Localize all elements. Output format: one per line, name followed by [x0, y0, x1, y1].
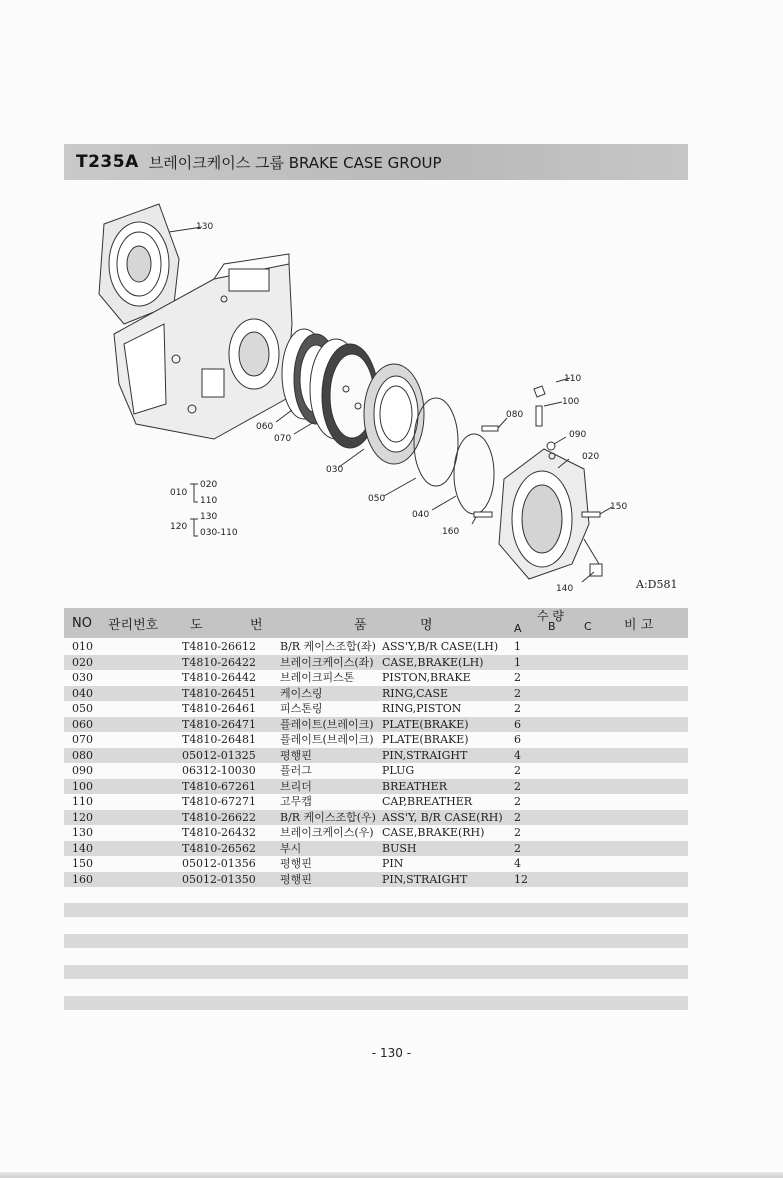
empty-table-row — [64, 965, 688, 979]
header-part-no-2: 번 — [250, 618, 263, 633]
row-name-kr: B/R 케이스조합(우) — [280, 810, 376, 824]
row-qty-a: 2 — [514, 810, 521, 824]
row-qty-a: 2 — [514, 671, 521, 684]
row-name-en: ASS'Y,B/R CASE(LH) — [382, 640, 499, 653]
row-name-kr: 브레이크케이스(좌) — [280, 655, 374, 669]
callout-110: 110 — [564, 374, 582, 384]
empty-table-row — [64, 934, 688, 948]
row-qty-a: 2 — [514, 764, 521, 777]
header-name-2: 명 — [420, 618, 433, 633]
callout-080: 080 — [506, 410, 524, 420]
row-name-kr: 고무캡 — [280, 795, 312, 808]
row-name-en: CASE,BRAKE(LH) — [382, 655, 484, 669]
callout-100: 100 — [562, 397, 580, 407]
row-no: 100 — [72, 779, 93, 793]
row-qty-a: 4 — [514, 748, 521, 762]
figure-id: A:D581 — [636, 578, 678, 591]
row-name-en: ASS'Y, B/R CASE(RH) — [382, 810, 503, 824]
callout-160: 160 — [442, 527, 460, 537]
row-name-en: BUSH — [382, 841, 417, 855]
row-name-kr: 평행핀 — [280, 748, 312, 762]
row-qty-a: 2 — [514, 779, 521, 793]
row-qty-a: 2 — [514, 826, 521, 839]
header-qty-b: B — [548, 620, 556, 633]
row-no: 030 — [72, 671, 93, 684]
header-no: NO — [72, 616, 92, 631]
row-qty-a: 2 — [514, 702, 521, 715]
row-name-kr: 평행핀 — [280, 857, 312, 870]
page-number: - 130 - — [371, 1046, 412, 1060]
row-no: 060 — [72, 717, 93, 731]
plug-drawing — [547, 442, 555, 450]
group-title: 브레이크케이스 그룹 BRAKE CASE GROUP — [148, 153, 442, 172]
row-name-kr: 브레이크케이스(우) — [280, 826, 374, 839]
table-row — [64, 732, 688, 748]
row-no: 050 — [72, 702, 93, 715]
row-name-kr: 플레이트(브레이크) — [280, 733, 374, 746]
row-qty-a: 2 — [514, 795, 521, 808]
row-name-en: PISTON,BRAKE — [382, 671, 471, 684]
row-part-number: T4810-67261 — [182, 779, 257, 793]
row-part-number: T4810-26461 — [182, 702, 257, 715]
row-no: 070 — [72, 733, 93, 746]
row-qty-a: 6 — [514, 733, 521, 746]
row-part-number: T4810-26612 — [182, 640, 257, 653]
page-bottom-edge — [0, 1172, 783, 1178]
row-name-en: CAP,BREATHER — [382, 795, 473, 808]
row-no: 150 — [72, 857, 93, 870]
callout-130: 130 — [196, 222, 214, 232]
empty-table-row — [64, 996, 688, 1010]
row-part-number: T4810-26422 — [182, 655, 257, 669]
row-part-number: T4810-26622 — [182, 810, 257, 824]
row-name-en: BREATHER — [382, 779, 447, 793]
header-qty: 수 량 — [537, 609, 564, 623]
table-row — [64, 856, 688, 872]
row-qty-a: 12 — [514, 872, 528, 886]
row-no: 110 — [72, 795, 93, 808]
row-no: 010 — [72, 640, 93, 653]
row-name-kr: 부시 — [280, 841, 302, 855]
row-no: 020 — [72, 655, 93, 669]
table-row — [64, 686, 688, 702]
table-row — [64, 779, 688, 795]
row-no: 040 — [72, 686, 93, 700]
row-name-kr: 케이스링 — [280, 686, 323, 700]
row-qty-a: 2 — [514, 841, 521, 855]
table-row — [64, 701, 688, 717]
row-no: 130 — [72, 826, 93, 839]
header-mgmt-no: 관리번호 — [108, 618, 159, 633]
row-name-en: RING,PISTON — [382, 702, 462, 715]
callout-070: 070 — [274, 434, 292, 444]
exploded-parts-diagram — [64, 184, 688, 604]
group-120-item-2: 030-110 — [200, 528, 238, 538]
table-row — [64, 655, 688, 671]
callout-030: 030 — [326, 465, 344, 475]
row-part-number: T4810-26442 — [182, 671, 257, 684]
header-name-1: 품 — [354, 618, 367, 633]
brake-piston-drawing — [364, 364, 424, 464]
table-row — [64, 763, 688, 779]
header-qty-a: A — [514, 622, 522, 635]
row-name-kr: 브레이크피스톤 — [280, 671, 355, 684]
parts-table-body — [64, 639, 688, 887]
diagram-drawing — [64, 184, 688, 604]
row-name-en: PIN,STRAIGHT — [382, 748, 468, 762]
piston-ring-drawing — [414, 398, 458, 486]
row-qty-a: 2 — [514, 686, 521, 700]
parts-table-header — [64, 608, 688, 638]
callout-150: 150 — [610, 502, 628, 512]
row-part-number: 05012-01325 — [182, 748, 256, 762]
brake-plates-drawing — [282, 329, 378, 448]
header-part-no-1: 도 — [190, 618, 203, 633]
callout-060: 060 — [256, 422, 274, 432]
row-part-number: T4810-26481 — [182, 733, 257, 746]
group-code: T235A — [76, 152, 139, 172]
row-part-number: 06312-10030 — [182, 764, 256, 777]
row-part-number: T4810-26562 — [182, 841, 257, 855]
group-010-item-2: 110 — [200, 496, 218, 506]
table-row — [64, 810, 688, 826]
row-part-number: 05012-01356 — [182, 857, 256, 870]
row-name-en: RING,CASE — [382, 686, 449, 700]
row-name-en: PLUG — [382, 764, 415, 777]
row-name-kr: B/R 케이스조합(좌) — [280, 640, 376, 653]
group-120-item-1: 130 — [200, 512, 218, 522]
empty-table-row — [64, 903, 688, 917]
header-qty-c: C — [584, 620, 592, 633]
header-remark: 비 고 — [624, 618, 654, 633]
table-row — [64, 794, 688, 810]
row-qty-a: 6 — [514, 717, 521, 731]
breather-cap-drawing — [534, 386, 545, 397]
row-name-kr: 플러그 — [280, 764, 312, 777]
pin-150-drawing — [582, 512, 600, 517]
group-010-label: 010 — [170, 488, 188, 498]
callout-040: 040 — [412, 510, 430, 520]
section-title-bar — [64, 144, 688, 180]
table-row — [64, 748, 688, 764]
pin-080-drawing — [482, 426, 498, 431]
row-part-number: T4810-67271 — [182, 795, 257, 808]
callout-140: 140 — [556, 584, 574, 594]
callout-090: 090 — [569, 430, 587, 440]
pin-160-drawing — [474, 512, 492, 517]
table-row — [64, 872, 688, 888]
row-name-en: PLATE(BRAKE) — [382, 717, 469, 731]
row-no: 160 — [72, 872, 93, 886]
row-name-kr: 플레이트(브레이크) — [280, 717, 374, 731]
breather-drawing — [536, 406, 542, 426]
row-no: 120 — [72, 810, 93, 824]
callout-050: 050 — [368, 494, 386, 504]
row-qty-a: 1 — [514, 640, 521, 653]
row-no: 090 — [72, 764, 93, 777]
row-no: 080 — [72, 748, 93, 762]
group-120-label: 120 — [170, 522, 188, 532]
group-010-item-1: 020 — [200, 480, 218, 490]
case-ring-drawing — [454, 434, 494, 514]
row-name-kr: 평행핀 — [280, 872, 312, 886]
row-name-en: PIN — [382, 857, 404, 870]
row-name-en: PLATE(BRAKE) — [382, 733, 469, 746]
table-row — [64, 639, 688, 655]
row-name-kr: 피스톤링 — [280, 702, 323, 715]
row-part-number: T4810-26451 — [182, 686, 257, 700]
row-part-number: T4810-26471 — [182, 717, 257, 731]
table-row — [64, 825, 688, 841]
row-qty-a: 4 — [514, 857, 521, 870]
row-no: 140 — [72, 841, 93, 855]
row-name-en: PIN,STRAIGHT — [382, 872, 468, 886]
row-part-number: T4810-26432 — [182, 826, 257, 839]
table-row — [64, 670, 688, 686]
table-row — [64, 841, 688, 857]
table-row — [64, 717, 688, 733]
row-qty-a: 1 — [514, 655, 521, 669]
row-name-en: CASE,BRAKE(RH) — [382, 826, 485, 839]
row-name-kr: 브리더 — [280, 779, 312, 793]
row-part-number: 05012-01350 — [182, 872, 256, 886]
callout-020: 020 — [582, 452, 600, 462]
